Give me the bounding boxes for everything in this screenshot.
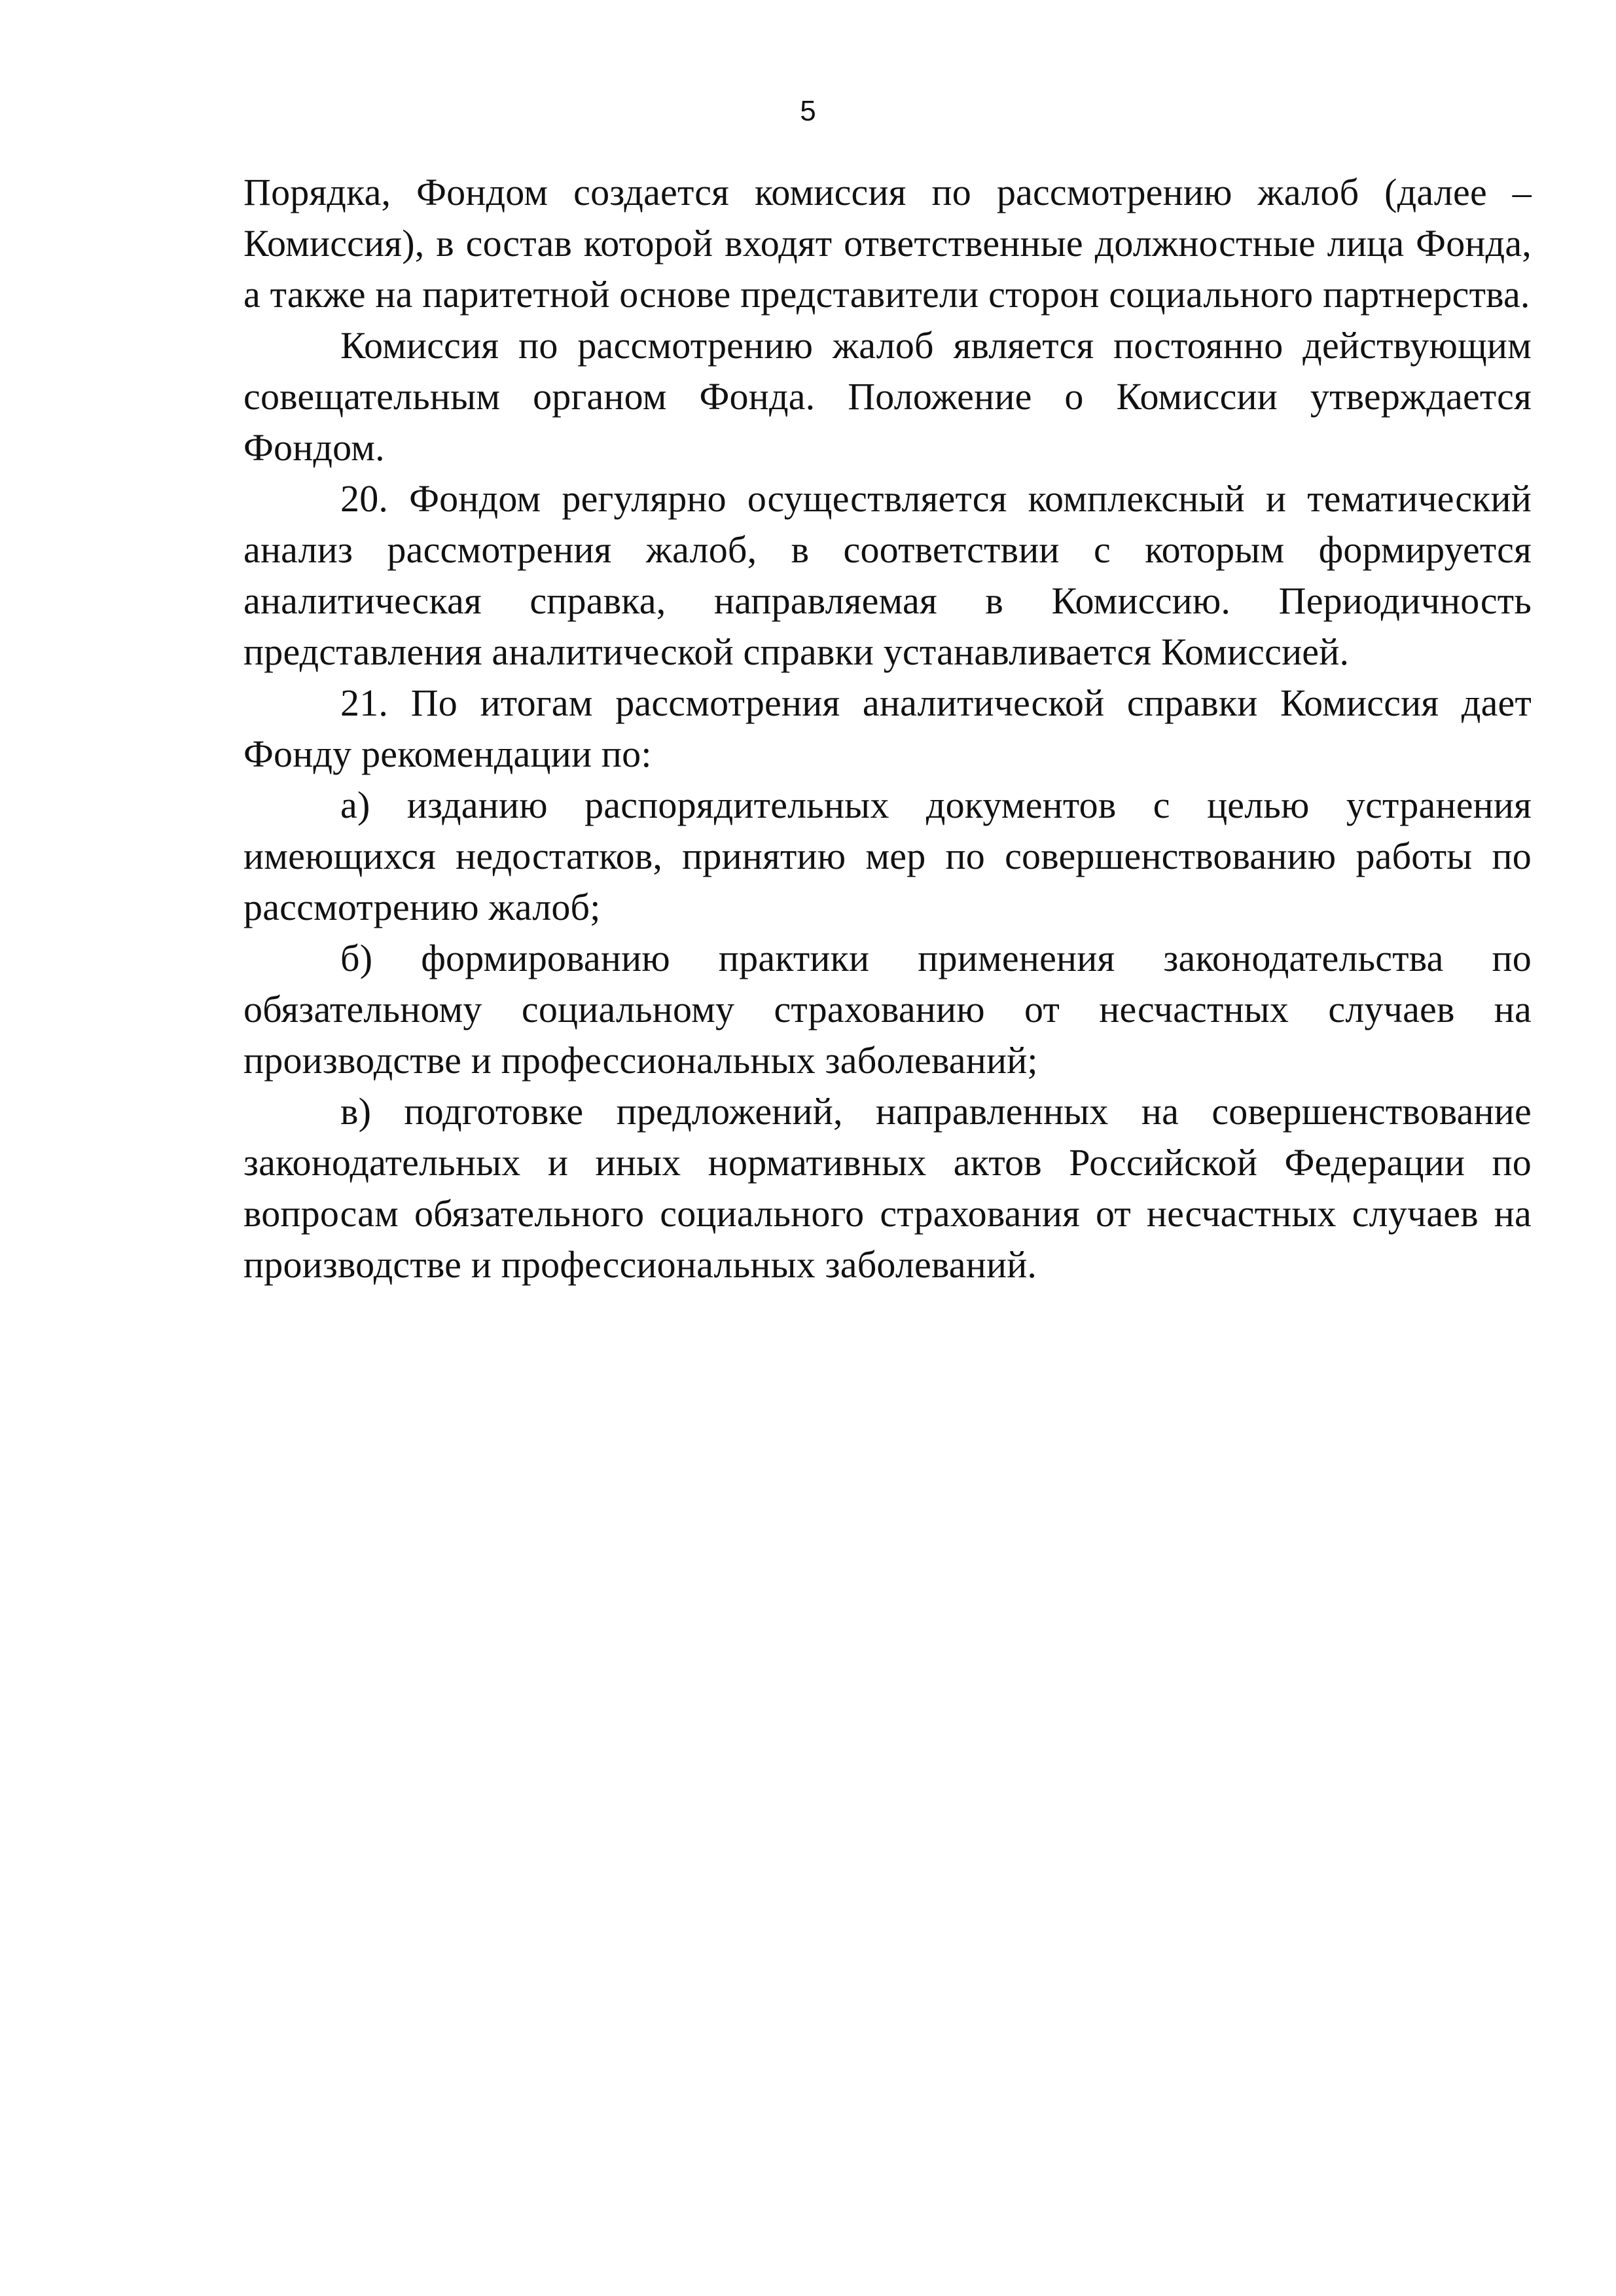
paragraph-subitem-b: б) формированию практики применения законодательства по обязательному социальному страхованию от несчастных случаев на производстве и профессиональных заболеваний; xyxy=(243,937,1532,1082)
paragraph-item-21: 21. По итогам рассмотрения аналитической справки Комиссия дает Фонду рекомендации по: xyxy=(243,682,1532,775)
paragraph-subitem-v: в) подготовке предложений, направленных на совершенствование законодательных и иных нормативных актов Российской Федерации по вопросам обязательного социального страхования от несчастных случаев на производстве и профессиональных заболеваний. xyxy=(243,1090,1532,1286)
paragraph-item-20: 20. Фондом регулярно осуществляется комплексный и тематический анализ рассмотрения жалоб, в соответствии с которым формируется аналитическая справка, направляемая в Комиссию. Периодичность представления аналитической справки устанавливается Комиссией. xyxy=(243,477,1532,673)
paragraph-continuation: Порядка, Фондом создается комиссия по рассмотрению жалоб (далее – Комиссия), в состав которой входят ответственные должностные лица Фонда, а также на паритетной основе представители сторон социального партнерства. xyxy=(243,171,1532,316)
document-body xyxy=(243,167,1532,1290)
paragraph-subitem-a: а) изданию распорядительных документов с целью устранения имеющихся недостатков, принятию мер по совершенствованию работы по рассмотрению жалоб; xyxy=(243,784,1532,928)
paragraph-commission-status: Комиссия по рассмотрению жалоб является постоянно действующим совещательным органом Фонда. Положение о Комиссии утверждается Фондом. xyxy=(243,324,1532,469)
page-number: 5 xyxy=(800,95,816,127)
